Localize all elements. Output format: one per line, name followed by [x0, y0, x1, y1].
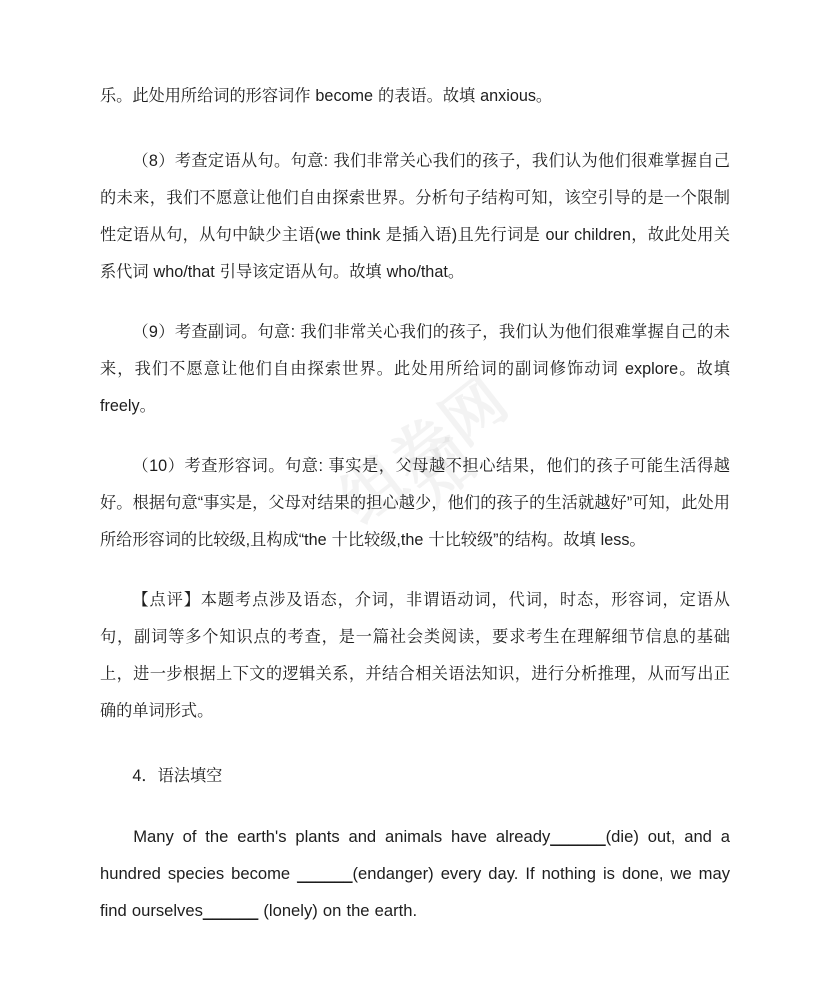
section-heading-grammar-fill-in: 4．语法填空 [132, 767, 223, 785]
answer-blank-1[interactable]: ______ [550, 827, 606, 846]
passage-text-run: (lonely) on the earth. [258, 901, 418, 920]
section-spacer [100, 730, 730, 758]
passage-text-run: Many of the earth's plants and animals have already [133, 827, 551, 846]
paragraph-continuation-anxious: 乐。此处用所给词的形容词作 become 的表语。故填 anxious。 [100, 87, 553, 105]
exercise-passage-grammar-fill-in [100, 818, 730, 929]
section-spacer [100, 795, 730, 818]
paragraph-comment-review: 【点评】本题考点涉及语态，介词，非谓语动词，代词，时态，形容词，定语从句，副词等多个知识点的考查，是一篇社会类阅读，要求考生在理解细节信息的基础上，进一步根据上下文的逻辑关系，并结合相关语法知识，进行分析推理，从而写出正确的单词形式。 [100, 591, 730, 720]
paragraph-item-10-adjective: （10）考查形容词。句意: 事实是，父母越不担心结果，他们的孩子可能生活得越好。根据句意“事实是，父母对结果的担心越少，他们的孩子的生活就越好”可知，此处用所给形容词的比较级,且构成“the 十比较级,the 十比较级”的结构。故填 less。 [100, 457, 730, 549]
document-text-column [100, 78, 730, 929]
answer-blank-5[interactable]: ______ [202, 901, 259, 920]
passage-text-run: (endanger) every day. If nothing is done, we may find ourselves [100, 864, 731, 920]
passage-text-run: (die) out, and a hundred species become [100, 827, 730, 883]
paragraph-item-9-adverb: （9）考查副词。句意: 我们非常关心我们的孩子，我们认为他们很难掌握自己的未来，我们不愿意让他们自由探索世界。此处用所给词的副词修饰动词 explore。故填 freely。 [100, 323, 730, 415]
paragraph-spacer [100, 559, 730, 582]
paragraph-spacer [100, 291, 730, 314]
paragraph-item-8-attributive-clause: （8）考查定语从句。句意: 我们非常关心我们的孩子，我们认为他们很难掌握自己的未来，我们不愿意让他们自由探索世界。分析句子结构可知，该空引导的是一个限制性定语从句，从句中缺少主语(we think 是插入语)且先行词是 our children，故此处用关系代词 who/that 引导该定语从句。故填 who/that。 [100, 152, 730, 281]
paragraph-spacer [100, 425, 730, 448]
answer-blank-3[interactable]: ______ [297, 864, 353, 883]
paragraph-spacer [100, 115, 730, 143]
